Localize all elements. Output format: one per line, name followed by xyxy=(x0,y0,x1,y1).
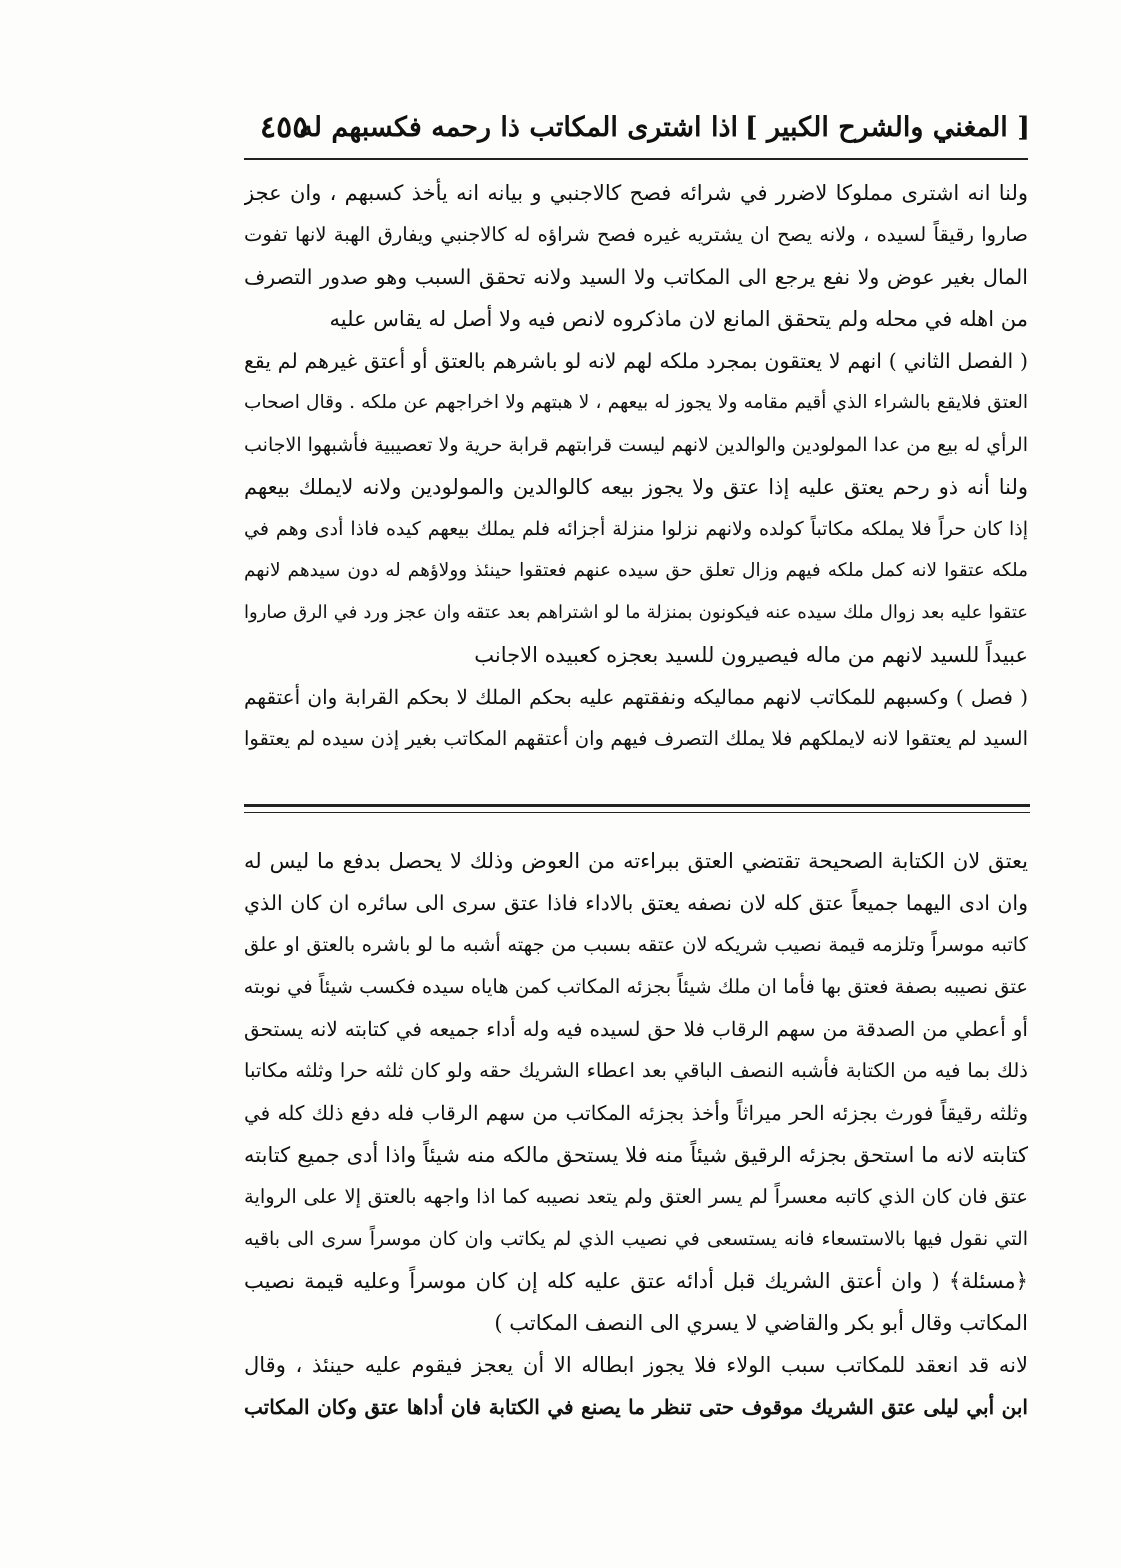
lower-line: كتابته لانه ما استحق بجزئه الرقيق شيئاً منه فلا يستحق مالكه منه شيئاً واذا أدى جميع كتابته xyxy=(244,1143,1028,1167)
upper-text-block xyxy=(244,172,1028,760)
running-book-title: [ المغني والشرح الكبير ] xyxy=(744,112,1030,143)
page-header xyxy=(240,104,1030,160)
section-divider-thin xyxy=(244,812,1030,813)
upper-line: عبيداً للسيد لانهم من ماله فيصيرون للسيد بعجزه كعبيده الاجانب xyxy=(474,643,1028,667)
upper-line: ( الفصل الثاني ) انهم لا يعتقون بمجرد ملكه لهم لانه لو باشرهم بالعتق أو أعتق غيرهم لم يقع xyxy=(244,349,1028,373)
lower-text-block xyxy=(244,840,1028,1428)
upper-line: إذا كان حراً فلا يملكه مكاتباً كولده ولانهم نزلوا منزلة أجزائه فلم يملك بيعهم كيده فاذا أدى وهم في xyxy=(244,518,1028,540)
section-divider-thick xyxy=(244,804,1030,807)
running-section-title: اذا اشترى المكاتب ذا رحمه فكسبهم له xyxy=(299,112,738,143)
page-number: ٤٥٥ xyxy=(260,110,309,145)
lower-line: عتق فان كان الذي كاتبه معسراً لم يسر العتق ولم يتعد نصيبه كما اذا واجهه بالعتق إلا على الرواية xyxy=(244,1185,1028,1208)
upper-line: المال بغير عوض ولا نفع يرجع الى المكاتب ولا السيد ولانه تحقق السبب وهو صدور التصرف xyxy=(244,265,1028,289)
lower-line: لانه قد انعقد للمكاتب سبب الولاء فلا يجوز ابطاله الا أن يعجز فيقوم عليه حينئذ ، وقال xyxy=(244,1353,1028,1377)
upper-line: عتقوا عليه بعد زوال ملك سيده عنه فيكونون بمنزلة ما لو اشتراهم بعد عتقه وان عجز ورد في الرق صاروا xyxy=(244,602,1028,623)
upper-line: صاروا رقيقاً لسيده ، ولانه يصح ان يشتريه غيره فصح شراؤه له كالاجنبي ويفارق الهبة لانها تفوت xyxy=(244,223,1028,246)
upper-line: العتق فلايقع بالشراء الذي أقيم مقامه ولا يجوز له بيعهم ، لا هبتهم ولا اخراجهم عن ملكه . وقال اصحاب xyxy=(244,392,1028,413)
lower-line: وان ادى اليهما جميعاً عتق كله لان نصفه يعتق بالاداء فاذا عتق سرى الى سائره ان كان الذي xyxy=(244,891,1028,915)
upper-line: الرأي له بيع من عدا المولودين والوالدين لانهم ليست قرابتهم قرابة حرية ولا تعصيبية فأشبهوا الاجانب xyxy=(244,434,1028,456)
lower-line: ﴿مسئلة﴾ ( وان أعتق الشريك قبل أدائه عتق عليه كله إن كان موسراً وعليه قيمة نصيب xyxy=(244,1269,1028,1293)
lower-line: عتق نصيبه بصفة فعتق بها فأما ان ملك شيئاً بجزئه المكاتب كمن هاياه سيده فكسب شيئاً في نوبته xyxy=(244,975,1028,998)
lower-line: كاتبه موسراً وتلزمه قيمة نصيب شريكه لان عتقه بسبب من جهته أشبه ما لو باشره بالعتق او علق xyxy=(244,933,1028,956)
lower-line: المكاتب وقال أبو بكر والقاضي لا يسري الى النصف المكاتب ) xyxy=(494,1311,1028,1335)
upper-line: ملكه عتقوا لانه كمل ملكه فيهم وزال تعلق حق سيده عنهم فعتقوا حينئذ وولاؤهم له دون سيدهم لانهم xyxy=(244,560,1028,581)
lower-line: ابن أبي ليلى عتق الشريك موقوف حتى تنظر ما يصنع في الكتابة فان أداها عتق وكان المكاتب xyxy=(244,1395,1028,1419)
lower-line: أو أعطي من الصدقة من سهم الرقاب فلا حق لسيده فيه وله أداء جميعه في كتابته لانه يستحق xyxy=(244,1017,1028,1041)
lower-line: وثلثه رقيقاً فورث بجزئه الحر ميراثاً وأخذ بجزئه المكاتب من سهم الرقاب فله دفع ذلك كله في xyxy=(244,1101,1028,1125)
upper-line: السيد لم يعتقوا لانه لايملكهم فلا يملك التصرف فيهم وان أعتقهم المكاتب بغير إذن سيده لم يعتقوا xyxy=(244,727,1028,750)
lower-line: ذلك بما فيه من الكتابة فأشبه النصف الباقي بعد اعطاء الشريك حقه ولو كان ثلثه حرا وثلثه مكاتبا xyxy=(244,1059,1028,1082)
upper-line: ولنا أنه ذو رحم يعتق عليه إذا عتق ولا يجوز بيعه كالوالدين والمولودين ولانه لايملك بيعهم xyxy=(244,475,1028,499)
lower-line: يعتق لان الكتابة الصحيحة تقتضي العتق ببراءته من العوض وذلك لا يحصل بدفع ما ليس له xyxy=(244,849,1028,873)
upper-line: ولنا انه اشترى مملوكا لاضرر في شرائه فصح كالاجنبي و بيانه انه يأخذ كسبهم ، وان عجز xyxy=(244,181,1028,205)
upper-line: من اهله في محله ولم يتحقق المانع لان ماذكروه لانص فيه ولا أصل له يقاس عليه xyxy=(329,307,1028,331)
upper-line: ( فصل ) وكسبهم للمكاتب لانهم مماليكه ونفقتهم عليه بحكم الملك لا بحكم القرابة وان أعتقهم xyxy=(244,685,1028,709)
lower-line: التي نقول فيها بالاستسعاء فانه يستسعى في نصيب الذي لم يكاتب وان كان موسراً سرى الى باقيه xyxy=(244,1228,1028,1250)
header-rule xyxy=(244,158,1028,160)
